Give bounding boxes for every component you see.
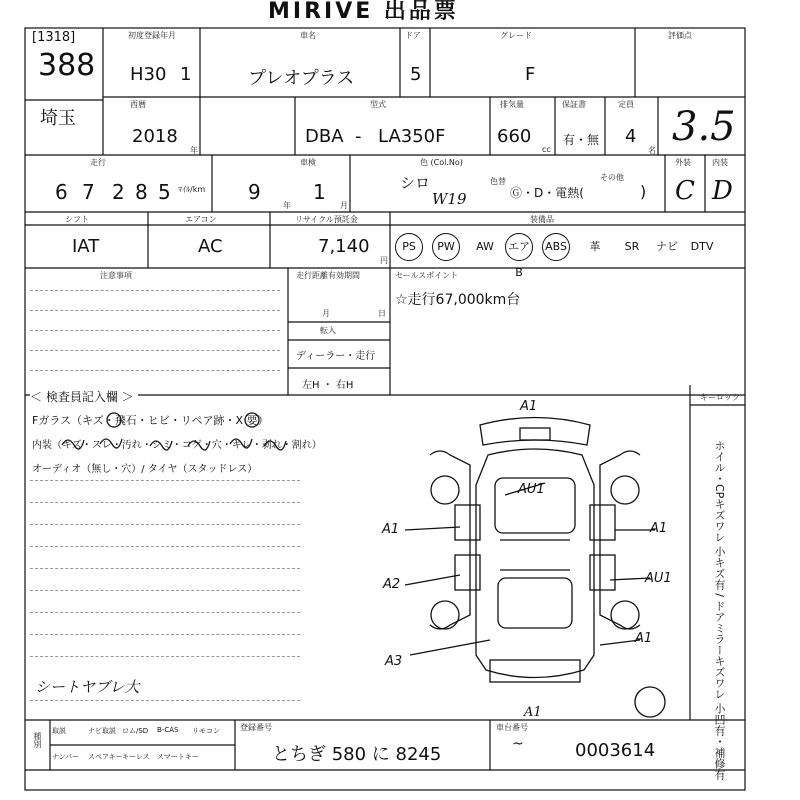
equipment-item: ABS xyxy=(542,233,570,261)
color-other: その他 xyxy=(600,173,624,182)
color-label: 色 (Col.No) xyxy=(420,158,463,167)
warranty-label: 保証書 xyxy=(562,100,586,109)
equipment-item: 革 xyxy=(589,240,601,253)
color: シロ xyxy=(400,174,431,192)
damage-mark: AU1 xyxy=(518,482,545,497)
shaken-month: 1 xyxy=(313,180,326,204)
color-options-end: ) xyxy=(640,182,647,201)
sales-point-label: セールスポイント xyxy=(395,271,459,280)
type-dash: - xyxy=(355,126,362,147)
mileage-label: 走行 xyxy=(90,158,106,167)
recycle: 7,140 xyxy=(318,236,370,257)
side-note: ホイル・CPキズワレ 小キズ有 / ドアミラーキズワレ 小凹有・補修有 xyxy=(713,440,726,781)
year-mark: 年 xyxy=(190,146,198,155)
int-score: D xyxy=(712,176,733,206)
transfer-label: 転入 xyxy=(320,326,336,335)
warranty: 有・無 xyxy=(563,133,600,147)
equipment-item: AW xyxy=(476,240,494,253)
bottom-cols-2 xyxy=(52,748,232,768)
color-options: Ⓖ・D・電熱( xyxy=(510,186,584,200)
cc-mark: cc xyxy=(542,145,551,154)
inspector-line-2: 内装（キズ・スレ・汚れ・シミ・コゲ・穴・キレ・剥れ・割れ） xyxy=(32,440,322,451)
inspector-handnote: シートヤブレ大 xyxy=(35,678,140,696)
damage-mark: A1 xyxy=(650,521,668,536)
reg-era: H30 xyxy=(130,64,167,85)
keylock-label: キーロック xyxy=(700,393,740,402)
aircon: AC xyxy=(198,236,223,257)
damage-mark: A3 xyxy=(385,654,403,669)
odometer-box-label: 走行距離有効期間 xyxy=(296,271,360,280)
capacity-label: 定員 xyxy=(618,100,634,109)
type-prefix: DBA xyxy=(305,126,344,147)
equipment-item: PS xyxy=(395,233,423,261)
color-no: W19 xyxy=(432,190,467,208)
month-mark: 月 xyxy=(340,201,348,210)
mileage-digit: 7 xyxy=(82,180,95,204)
bottom-col: ナンバー xyxy=(52,753,80,761)
year-mark: 年 xyxy=(283,201,291,210)
reg-month: 1 xyxy=(180,64,192,85)
score: 3.5 xyxy=(672,104,736,150)
first-reg-label: 初度登録年月 xyxy=(128,31,176,40)
bottom-col: ロム/SD xyxy=(122,727,149,735)
mileage-digit: 6 xyxy=(55,180,68,204)
bottom-col: キーレス xyxy=(122,753,150,761)
inspector-line-3: オーディオ（無し・穴）/ タイヤ（スタッドレス） xyxy=(32,464,258,475)
bottom-col: リモコン xyxy=(192,727,220,735)
ext-score: C xyxy=(675,176,695,206)
grade: F xyxy=(525,64,536,85)
chassis-tilde: ~ xyxy=(512,736,524,752)
lot-number: [1318] xyxy=(32,30,76,45)
inspector-label: ＜ 検査員記入欄 ＞ xyxy=(30,388,138,405)
equipment-label: 装備品 xyxy=(530,215,554,224)
doors: 5 xyxy=(410,64,422,85)
day-mark: 日 xyxy=(378,309,386,318)
chassis: 0003614 xyxy=(575,740,656,761)
western-year-label: 西暦 xyxy=(130,100,146,109)
model-label: 型式 xyxy=(370,100,386,109)
mileage-unit: ﾏｲﾙ/km xyxy=(178,185,206,194)
mileage-digit: 5 xyxy=(158,180,171,204)
bottom-col: B-CAS xyxy=(157,726,179,734)
type-label: 種別 xyxy=(33,732,42,748)
mileage-digit: 8 xyxy=(135,180,148,204)
month-mark: 月 xyxy=(322,309,330,318)
persons-mark: 名 xyxy=(648,146,656,155)
damage-mark: A1 xyxy=(635,631,653,646)
doors-label: ドア xyxy=(405,31,421,40)
plate: とちぎ 580 に 8245 xyxy=(272,744,442,765)
bottom-col: スマートキー xyxy=(157,753,199,761)
notes-label: 注意事項 xyxy=(100,271,132,280)
color-sub: 色替 xyxy=(490,177,506,186)
capacity: 4 xyxy=(625,126,637,147)
damage-mark: AU1 xyxy=(645,571,672,586)
equipment-item: SR xyxy=(624,240,640,253)
bottom-col: ナビ取説 xyxy=(88,727,116,735)
type: LA350F xyxy=(378,126,446,147)
bottom-col: 取説 xyxy=(52,727,66,735)
score-label: 評価点 xyxy=(668,31,692,40)
dealer-label: ディーラー・走行 xyxy=(296,351,376,362)
chassis-label: 車台番号 xyxy=(496,723,528,732)
displacement: 660 xyxy=(497,126,532,147)
damage-mark: A2 xyxy=(383,577,401,592)
aircon-label: エアコン xyxy=(185,215,217,224)
prefecture: 埼玉 xyxy=(40,108,76,129)
equipment-item: ナビ xyxy=(656,240,678,253)
equipment-item: PW xyxy=(432,233,460,261)
left-right-label: 左H ・ 右H xyxy=(302,380,354,391)
sales-point: ☆走行67,000km台 xyxy=(395,292,521,308)
plate-label: 登録番号 xyxy=(240,723,272,732)
entry-number: 388 xyxy=(38,48,96,83)
shift-label: シフト xyxy=(65,215,89,224)
equipment-item: エアB xyxy=(505,233,533,261)
displacement-label: 排気量 xyxy=(500,100,524,109)
yen-mark: 円 xyxy=(380,256,388,265)
year: 2018 xyxy=(132,126,178,147)
grade-label: グレード xyxy=(500,31,532,40)
ext-score-label: 外装 xyxy=(675,158,691,167)
foot-mark: A1 xyxy=(524,705,542,720)
inspector-line-1: Fガラス（キズ・飛石・ヒビ・リペア跡・X 要） xyxy=(32,414,269,427)
equipment-item: DTV xyxy=(690,240,714,253)
car-name: プレオプラス xyxy=(248,68,355,89)
car-name-label: 車名 xyxy=(300,31,316,40)
shift: IAT xyxy=(72,236,100,257)
shaken-label: 車検 xyxy=(300,158,316,167)
bottom-col: スペアキー xyxy=(88,753,123,761)
int-score-label: 内装 xyxy=(712,158,728,167)
damage-mark: A1 xyxy=(382,522,400,537)
page-title: MIRIVE 出品票 xyxy=(268,0,459,24)
recycle-label: リサイクル預託金 xyxy=(295,215,358,224)
damage-mark: A1 xyxy=(520,399,538,414)
bottom-cols xyxy=(52,722,232,742)
mileage-digit: 2 xyxy=(112,180,125,204)
shaken-year: 9 xyxy=(248,180,261,204)
